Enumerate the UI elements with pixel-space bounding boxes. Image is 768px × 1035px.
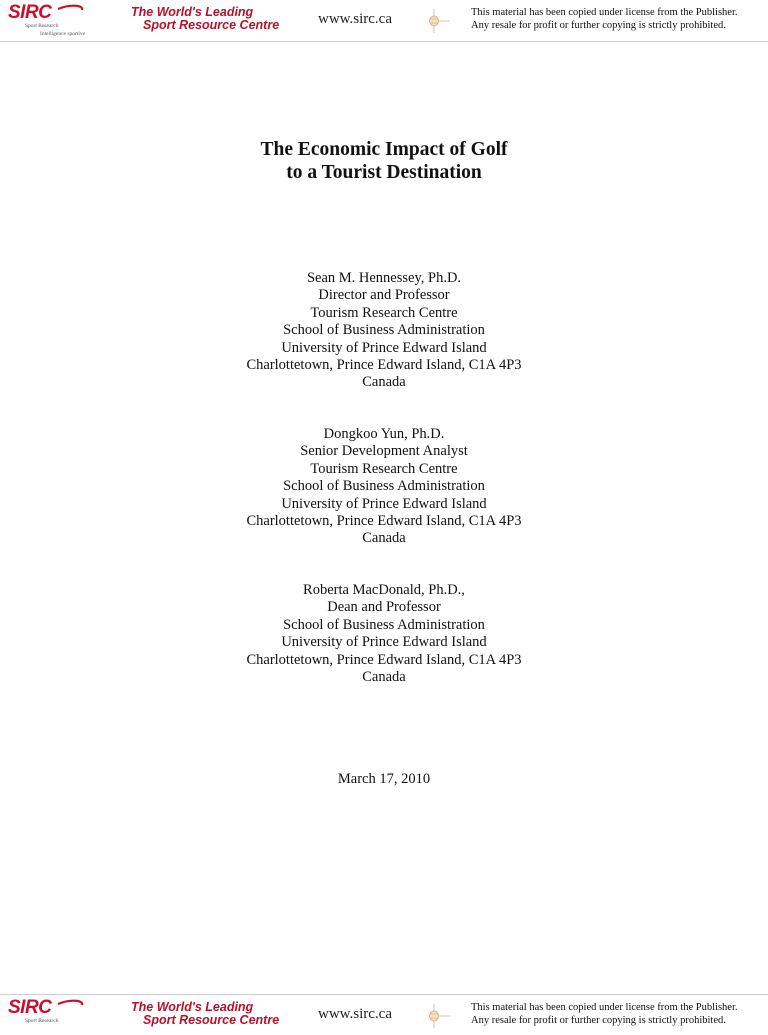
- author-country: Canada: [362, 530, 406, 547]
- author-school: School of Business Administration: [283, 478, 485, 495]
- author-name: Dongkoo Yun, Ph.D.: [323, 426, 445, 442]
- author-country: Canada: [362, 374, 406, 391]
- title-line-1: The Economic Impact of Golf: [260, 139, 508, 160]
- author-name: Sean M. Hennessey, Ph.D.: [306, 270, 462, 286]
- copyright-notice: [471, 1001, 767, 1027]
- notice-line-1: This material has been copied under license from the Publisher.: [471, 1002, 738, 1013]
- logo-wordmark: SIRC: [8, 997, 52, 1018]
- title-line-2: to a Tourist Destination: [286, 162, 482, 183]
- author-university: University of Prince Edward Island: [281, 634, 487, 651]
- author-centre: Tourism Research Centre: [310, 460, 458, 477]
- notice-line-2: Any resale for profit or further copying is strictly prohibited.: [471, 20, 726, 31]
- author-university: University of Prince Edward Island: [281, 495, 487, 512]
- author-position: Dean and Professor: [327, 599, 441, 616]
- author-address: Charlottetown, Prince Edward Island, C1A 4P3: [246, 651, 522, 668]
- author-block-1: [0, 270, 768, 392]
- author-university: University of Prince Edward Island: [281, 339, 487, 356]
- logo-subtitle-en: Sport Research: [25, 1018, 59, 1024]
- website-link[interactable]: www.sirc.ca: [318, 11, 392, 27]
- sirc-logo[interactable]: [8, 999, 118, 1033]
- tagline-line-2: Sport Resource Centre: [143, 1013, 280, 1027]
- logo-subtitle-fr: Intelligence sportive: [40, 31, 86, 37]
- author-country: Canada: [362, 669, 406, 686]
- header-banner: [0, 0, 768, 42]
- author-name: Roberta MacDonald, Ph.D.,: [303, 582, 465, 598]
- tagline-line-1: The World's Leading: [131, 1000, 254, 1014]
- author-position: Director and Professor: [318, 287, 450, 304]
- notice-line-1: This material has been copied under license from the Publisher.: [471, 7, 738, 18]
- tagline-line-2: Sport Resource Centre: [143, 18, 280, 32]
- copyright-notice: [471, 6, 767, 32]
- author-school: School of Business Administration: [283, 616, 485, 633]
- author-block-3: [0, 582, 768, 686]
- tagline: [131, 6, 279, 32]
- golf-pin-icon: [428, 1003, 452, 1029]
- author-school: School of Business Administration: [283, 322, 485, 339]
- footer-banner: [0, 994, 768, 1035]
- tagline-line-1: The World's Leading: [131, 5, 254, 19]
- website-link[interactable]: www.sirc.ca: [318, 1006, 392, 1022]
- logo-wordmark: SIRC: [8, 2, 52, 23]
- document-title: [0, 138, 768, 184]
- golf-pin-icon: [428, 8, 452, 34]
- author-address: Charlottetown, Prince Edward Island, C1A 4P3: [246, 357, 522, 374]
- author-centre: Tourism Research Centre: [310, 304, 458, 321]
- tagline: [131, 1001, 279, 1027]
- document-date: March 17, 2010: [337, 771, 431, 787]
- author-block-2: [0, 426, 768, 548]
- sirc-logo[interactable]: [8, 4, 118, 38]
- notice-line-2: Any resale for profit or further copying is strictly prohibited.: [471, 1015, 726, 1026]
- logo-subtitle-en: Sport Research: [25, 23, 59, 29]
- author-position: Senior Development Analyst: [300, 443, 468, 460]
- author-address: Charlottetown, Prince Edward Island, C1A 4P3: [246, 513, 522, 530]
